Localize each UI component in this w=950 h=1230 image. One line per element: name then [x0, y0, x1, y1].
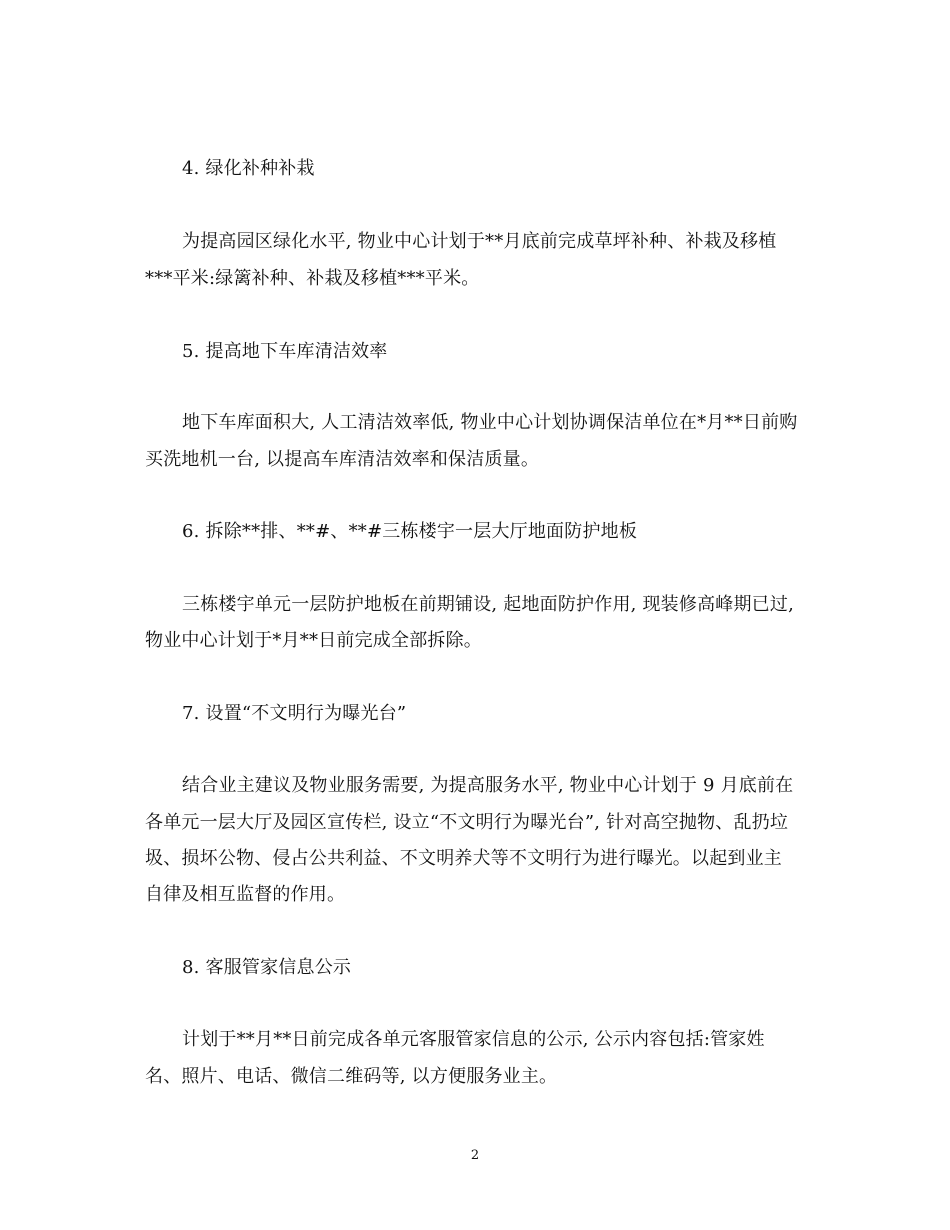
page-number: 2 — [470, 1148, 480, 1163]
paragraph-line: ***平米:绿篱补种、补栽及移植***平米。 — [145, 268, 480, 289]
section-heading: 7. 设置“不文明行为曝光台” — [182, 703, 407, 724]
paragraph-line: 结合业主建议及物业服务需要, 为提高服务水平, 物业中心计划于 9 月底前在 — [182, 775, 794, 796]
paragraph-line: 三栋楼宇单元一层防护地板在前期铺设, 起地面防护作用, 现装修高峰期已过, — [182, 594, 795, 615]
section-heading: 5. 提高地下车库清洁效率 — [182, 341, 388, 362]
paragraph-line: 各单元一层大厅及园区宣传栏, 设立“不文明行为曝光台”, 针对高空抛物、乱扔垃 — [145, 812, 789, 833]
section-heading: 4. 绿化补种补栽 — [182, 158, 315, 179]
paragraph-line: 圾、损坏公物、侵占公共利益、不文明养犬等不文明行为进行曝光。以起到业主 — [145, 848, 782, 869]
section-heading: 8. 客服管家信息公示 — [182, 957, 352, 978]
paragraph-line: 为提高园区绿化水平, 物业中心计划于**月底前完成草坪补种、补栽及移植 — [182, 231, 777, 252]
paragraph-line: 名、照片、电话、微信二维码等, 以方便服务业主。 — [145, 1066, 558, 1087]
paragraph-line: 地下车库面积大, 人工清洁效率低, 物业中心计划协调保洁单位在*月**日前购 — [182, 412, 798, 433]
paragraph-line: 买洗地机一台, 以提高车库清洁效率和保洁质量。 — [145, 449, 540, 470]
section-heading: 6. 拆除**排、**#、**#三栋楼宇一层大厅地面防护地板 — [182, 521, 638, 542]
paragraph-line: 自律及相互监督的作用。 — [145, 884, 346, 905]
paragraph-line: 计划于**月**日前完成各单元客服管家信息的公示, 公示内容包括:管家姓 — [182, 1029, 765, 1050]
paragraph-line: 物业中心计划于*月**日前完成全部拆除。 — [145, 630, 482, 651]
